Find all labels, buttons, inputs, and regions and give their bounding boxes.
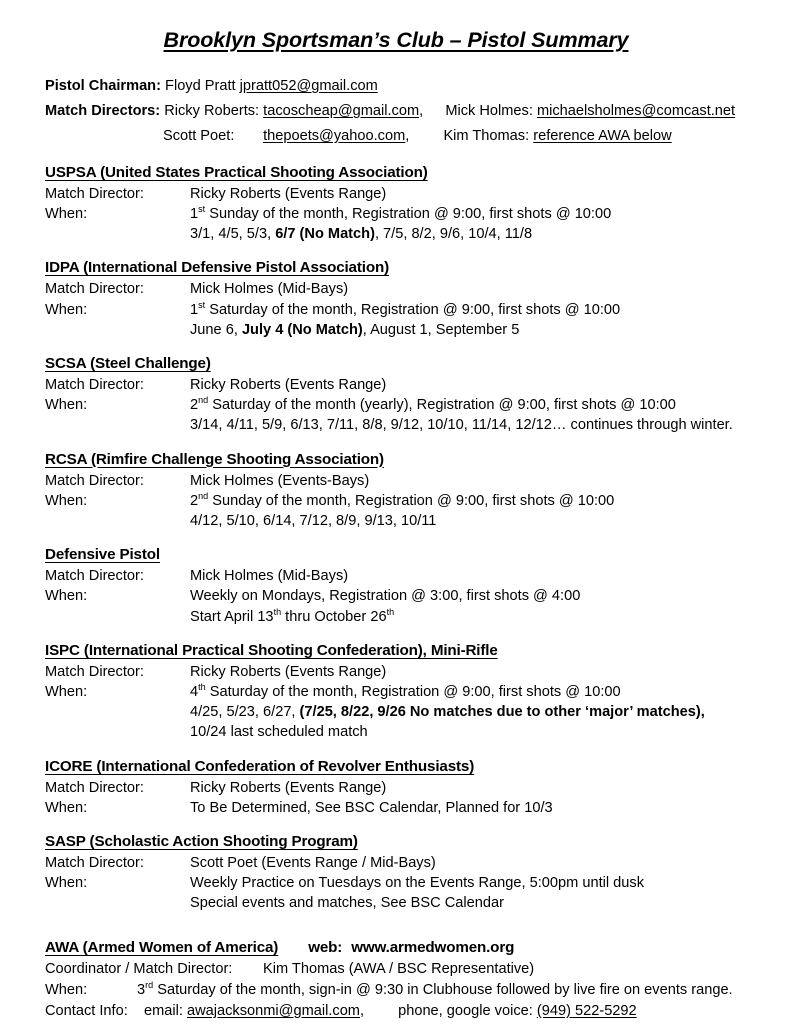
when-text: Saturday of the month, Registration @ 9:00, first shots @ 10:00 bbox=[205, 301, 621, 318]
when-label: When: bbox=[45, 588, 88, 605]
when-row bbox=[45, 586, 747, 606]
dates-value: 3/14, 4/11, 5/9, 6/13, 7/11, 8/8, 9/12, 10/10, 11/14, 12/12… continues through winter. bbox=[190, 417, 733, 434]
match-director-row bbox=[45, 279, 747, 299]
section-heading-idpa: IDPA (International Defensive Pistol Association) bbox=[45, 259, 389, 277]
when-label: When: bbox=[45, 301, 88, 318]
match-directors-row-1 bbox=[45, 99, 747, 124]
when-value bbox=[190, 204, 611, 224]
director-2-name: Mick Holmes: bbox=[445, 102, 533, 119]
match-director-row bbox=[45, 853, 747, 873]
when-label: When: bbox=[45, 875, 88, 892]
awa-when-text: Saturday of the month, sign-in @ 9:30 in Clubhouse followed by live fire on events range. bbox=[153, 981, 733, 998]
when-ordinal: 4 bbox=[190, 684, 199, 701]
dates-row bbox=[45, 893, 747, 913]
awa-web-url[interactable]: www.armedwomen.org bbox=[351, 938, 515, 956]
dates-row-2 bbox=[45, 722, 747, 742]
when-ordinal: 2 bbox=[190, 492, 199, 509]
when-value bbox=[190, 300, 620, 320]
match-director-row bbox=[45, 184, 747, 204]
director-3-comma: , bbox=[405, 127, 410, 144]
match-director-value: Mick Holmes (Events-Bays) bbox=[190, 472, 370, 489]
dates-post: , August 1, September 5 bbox=[362, 321, 520, 338]
dates-value bbox=[190, 224, 532, 244]
director-1-name: Ricky Roberts: bbox=[164, 102, 260, 119]
director-3-email[interactable]: thepoets@yahoo.com bbox=[263, 127, 406, 144]
when-label: When: bbox=[45, 684, 88, 701]
dates-row bbox=[45, 702, 747, 722]
contact-block bbox=[45, 74, 747, 149]
director-1-comma: , bbox=[419, 102, 424, 119]
awa-email-label: email: bbox=[144, 1002, 183, 1019]
when-label: When: bbox=[45, 206, 88, 222]
dates-value bbox=[190, 607, 394, 627]
director-3-name: Scott Poet: bbox=[163, 127, 235, 144]
awa-web-label: web: bbox=[308, 938, 343, 956]
awa-title: AWA (Armed Women of America) bbox=[45, 938, 279, 956]
when-ordinal-suffix: nd bbox=[198, 395, 209, 406]
when-row bbox=[45, 395, 747, 415]
section-rcsa bbox=[45, 449, 747, 532]
section-heading-scsa: SCSA (Steel Challenge) bbox=[45, 355, 211, 373]
when-row bbox=[45, 873, 747, 893]
dates-value: Special events and matches, See BSC Calendar bbox=[190, 895, 504, 912]
dates-value: 4/12, 5/10, 6/14, 7/12, 8/9, 9/13, 10/11 bbox=[190, 513, 437, 530]
when-row bbox=[45, 491, 747, 511]
match-director-value: Ricky Roberts (Events Range) bbox=[190, 779, 387, 796]
when-text: Sunday of the month, Registration @ 9:00, first shots @ 10:00 bbox=[205, 206, 612, 222]
match-director-row bbox=[45, 375, 747, 395]
match-directors-row-2 bbox=[45, 124, 747, 149]
match-director-label: Match Director: bbox=[45, 663, 144, 680]
dates-pre: 3/1, 4/5, 5/3, bbox=[190, 226, 276, 243]
when-row bbox=[45, 204, 747, 224]
section-heading-awa bbox=[45, 936, 747, 959]
dates-bold: 6/7 (No Match) bbox=[275, 226, 375, 243]
when-label: When: bbox=[45, 799, 88, 816]
dates-row bbox=[45, 224, 747, 244]
dates-row bbox=[45, 511, 747, 531]
dates-row bbox=[45, 320, 747, 340]
section-sasp bbox=[45, 831, 747, 914]
awa-email-value[interactable]: awajacksonmi@gmail.com bbox=[187, 1002, 360, 1019]
dates-sup-2: th bbox=[386, 606, 395, 617]
awa-phone-label: phone, google voice: bbox=[398, 1002, 533, 1019]
match-director-value: Ricky Roberts (Events Range) bbox=[190, 663, 387, 680]
when-text: Saturday of the month (yearly), Registration @ 9:00, first shots @ 10:00 bbox=[208, 397, 676, 414]
dates-pre: Start April 13 bbox=[190, 608, 274, 625]
when-value bbox=[190, 682, 621, 702]
dates-pre: 4/25, 5/23, 6/27, bbox=[190, 704, 300, 721]
dates-sup-1: th bbox=[273, 606, 282, 617]
match-director-value: Mick Holmes (Mid-Bays) bbox=[190, 568, 349, 585]
match-director-value: Scott Poet (Events Range / Mid-Bays) bbox=[190, 855, 436, 872]
match-director-label: Match Director: bbox=[45, 568, 144, 585]
section-defensive-pistol bbox=[45, 544, 747, 627]
match-director-label: Match Director: bbox=[45, 779, 144, 796]
awa-email-comma: , bbox=[359, 1002, 365, 1019]
when-ordinal-suffix: th bbox=[198, 682, 206, 693]
match-director-label: Match Director: bbox=[45, 855, 144, 872]
dates-pre: June 6, bbox=[190, 321, 242, 338]
director-2-email[interactable]: michaelsholmes@comcast.net bbox=[536, 102, 736, 119]
when-value: Weekly on Mondays, Registration @ 3:00, first shots @ 4:00 bbox=[190, 588, 581, 605]
pistol-chairman-label: Pistol Chairman: bbox=[45, 77, 161, 94]
when-row bbox=[45, 682, 747, 702]
match-director-row bbox=[45, 662, 747, 682]
match-director-row bbox=[45, 778, 747, 798]
director-4-name: Kim Thomas: bbox=[443, 127, 530, 144]
when-text: Sunday of the month, Registration @ 9:00, first shots @ 10:00 bbox=[208, 492, 615, 509]
when-ordinal-suffix: nd bbox=[198, 490, 209, 501]
awa-coordinator-label: Coordinator / Match Director: bbox=[45, 960, 233, 977]
match-directors-label: Match Directors: bbox=[45, 102, 161, 119]
awa-coordinator-value: Kim Thomas (AWA / BSC Representative) bbox=[263, 960, 535, 977]
pistol-chairman-name: Floyd Pratt bbox=[165, 77, 236, 94]
when-value bbox=[190, 491, 614, 511]
awa-when-value bbox=[137, 979, 733, 998]
match-director-label: Match Director: bbox=[45, 281, 144, 298]
section-awa bbox=[45, 936, 747, 1022]
section-ispc bbox=[45, 640, 747, 743]
pistol-chairman-email[interactable]: jpratt052@gmail.com bbox=[239, 77, 378, 94]
dates-row bbox=[45, 415, 747, 435]
director-1-email[interactable]: tacoscheap@gmail.com bbox=[263, 102, 420, 119]
when-value bbox=[190, 395, 676, 415]
dates-value bbox=[190, 320, 519, 340]
when-ordinal-suffix: st bbox=[198, 299, 206, 310]
awa-when-label: When: bbox=[45, 981, 88, 998]
when-row bbox=[45, 798, 747, 818]
when-text: Saturday of the month, Registration @ 9:00, first shots @ 10:00 bbox=[205, 684, 621, 701]
section-icore bbox=[45, 756, 747, 818]
section-heading-rcsa: RCSA (Rimfire Challenge Shooting Association) bbox=[45, 450, 384, 468]
section-scsa bbox=[45, 353, 747, 436]
director-4-email: reference AWA below bbox=[533, 127, 672, 144]
match-director-row bbox=[45, 471, 747, 491]
dates-value bbox=[190, 702, 705, 722]
awa-when-row bbox=[45, 980, 747, 1001]
awa-when-ordinal-suffix: rd bbox=[145, 979, 154, 990]
dates-bold: (7/25, 8/22, 9/26 No matches due to other ‘major’ matches), bbox=[299, 704, 705, 721]
section-heading-ispc: ISPC (International Practical Shooting Confederation), Mini-Rifle bbox=[45, 641, 498, 659]
awa-phone-value[interactable]: (949) 522-5292 bbox=[536, 1002, 637, 1019]
dates-value-line-2: 10/24 last scheduled match bbox=[190, 724, 368, 741]
awa-coordinator-row bbox=[45, 959, 747, 980]
when-label: When: bbox=[45, 492, 88, 509]
match-director-label: Match Director: bbox=[45, 377, 144, 394]
section-uspsa bbox=[45, 162, 747, 245]
section-heading-defensive-pistol: Defensive Pistol bbox=[45, 546, 160, 564]
match-director-label: Match Director: bbox=[45, 185, 144, 202]
section-heading-uspsa: USPSA (United States Practical Shooting Association) bbox=[45, 163, 428, 181]
match-director-value: Ricky Roberts (Events Range) bbox=[190, 185, 387, 202]
match-director-row bbox=[45, 566, 747, 586]
when-row bbox=[45, 300, 747, 320]
awa-contact-row bbox=[45, 1001, 747, 1022]
section-idpa bbox=[45, 257, 747, 340]
when-ordinal-suffix: st bbox=[198, 204, 206, 215]
when-value: Weekly Practice on Tuesdays on the Events Range, 5:00pm until dusk bbox=[190, 875, 645, 892]
match-director-value: Ricky Roberts (Events Range) bbox=[190, 377, 387, 394]
dates-mid: thru October 26 bbox=[281, 608, 387, 625]
when-ordinal: 2 bbox=[190, 397, 199, 414]
dates-post: , 7/5, 8/2, 9/6, 10/4, 11/8 bbox=[374, 226, 533, 243]
when-value: To Be Determined, See BSC Calendar, Planned for 10/3 bbox=[190, 799, 553, 816]
awa-when-ordinal: 3 bbox=[137, 981, 146, 998]
match-director-value: Mick Holmes (Mid-Bays) bbox=[190, 281, 349, 298]
when-ordinal: 1 bbox=[190, 206, 199, 222]
awa-contact-label: Contact Info: bbox=[45, 1002, 128, 1019]
section-heading-icore: ICORE (International Confederation of Revolver Enthusiasts) bbox=[45, 757, 475, 775]
dates-row bbox=[45, 607, 747, 627]
pistol-chairman-row bbox=[45, 74, 747, 99]
when-label: When: bbox=[45, 397, 88, 414]
dates-bold: July 4 (No Match) bbox=[241, 321, 363, 338]
when-ordinal: 1 bbox=[190, 301, 199, 318]
section-heading-sasp: SASP (Scholastic Action Shooting Program) bbox=[45, 833, 358, 851]
match-director-label: Match Director: bbox=[45, 472, 144, 489]
page-title: Brooklyn Sportsman’s Club – Pistol Summary bbox=[163, 28, 629, 52]
